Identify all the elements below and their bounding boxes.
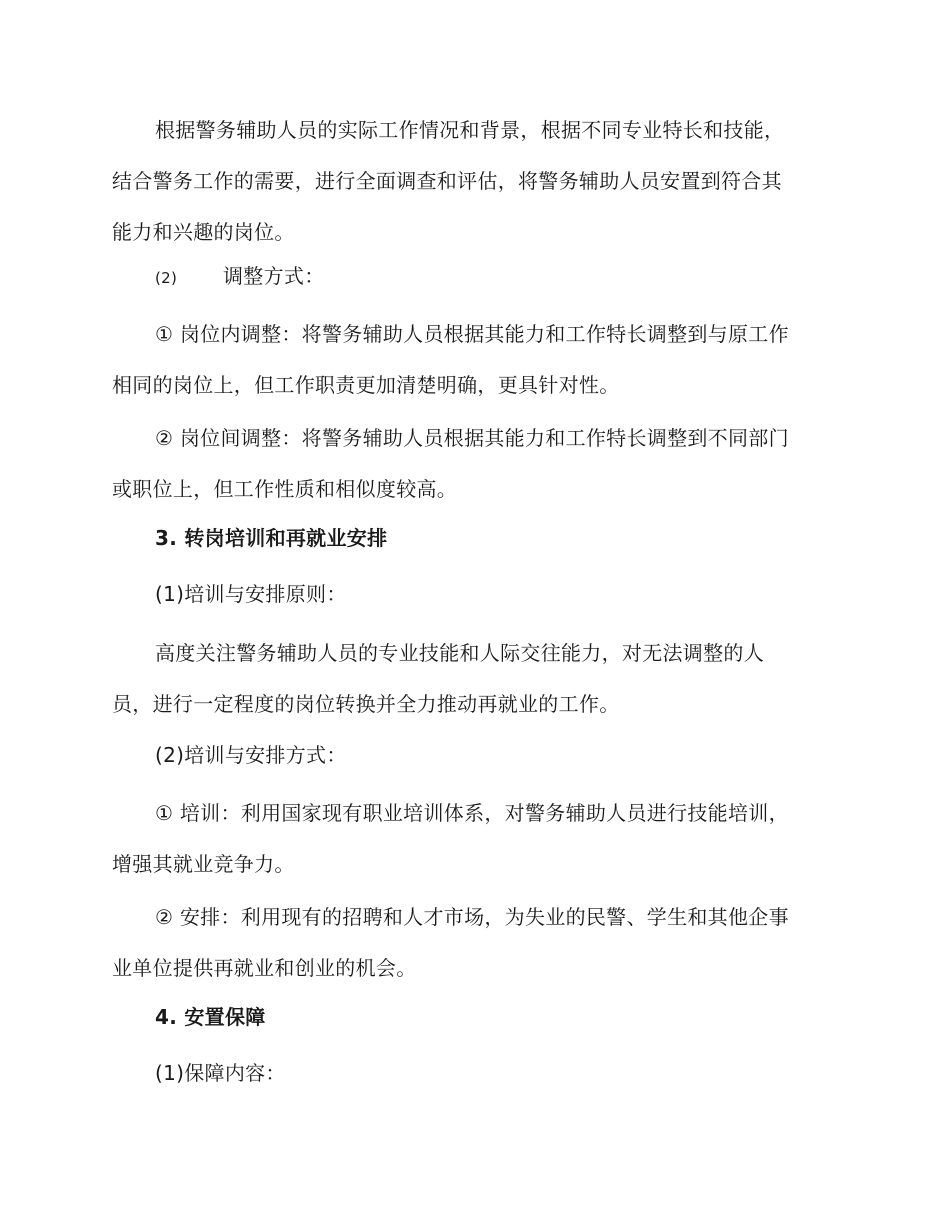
text-line: 或职位上，但工作性质和相似度较高。: [112, 477, 458, 501]
list-number: (2): [155, 269, 178, 287]
text-line: ① 岗位内调整：将警务辅助人员根据其能力和工作特长调整到与原工作: [155, 322, 789, 346]
subheading-training-principles: (1)培训与安排原则：: [155, 582, 347, 606]
text-line: 高度关注警务辅助人员的专业技能和人际交往能力，对无法调整的人: [155, 641, 764, 665]
text-line: 结合警务工作的需要，进行全面调查和评估，将警务辅助人员安置到符合其: [112, 169, 782, 193]
text-line: ② 岗位间调整：将警务辅助人员根据其能力和工作特长调整到不同部门: [155, 426, 789, 450]
paragraph-training: [112, 788, 842, 890]
paragraph-arrangement: [112, 892, 842, 994]
section-heading-4: 4. 安置保障: [155, 1005, 266, 1029]
text-line: 能力和兴趣的岗位。: [112, 220, 295, 244]
paragraph-in-position-adjustment: [112, 309, 842, 411]
subheading-guarantee-content: (1)保障内容：: [155, 1061, 286, 1085]
text-line: ① 培训：利用国家现有职业培训体系，对警务辅助人员进行技能培训，: [155, 801, 789, 825]
subheading-text: 调整方式：: [223, 264, 325, 288]
subheading-adjustment-method: [112, 251, 885, 304]
text-line: 员，进行一定程度的岗位转换并全力推动再就业的工作。: [112, 692, 620, 716]
paragraph-training-focus: [112, 628, 842, 730]
text-line: 业单位提供再就业和创业的机会。: [112, 956, 417, 980]
subheading-training-methods: (2)培训与安排方式：: [155, 743, 347, 767]
text-line: 增强其就业竞争力。: [112, 852, 295, 876]
paragraph-inter-position-adjustment: [112, 413, 842, 515]
text-line: 相同的岗位上，但工作职责更加清楚明确，更具针对性。: [112, 373, 620, 397]
text-line: 根据警务辅助人员的实际工作情况和背景，根据不同专业特长和技能，: [155, 118, 785, 142]
text-line: ② 安排：利用现有的招聘和人才市场，为失业的民警、学生和其他企事: [155, 905, 789, 929]
section-heading-3: 3. 转岗培训和再就业安排: [155, 526, 388, 550]
paragraph-job-placement: [112, 105, 842, 258]
